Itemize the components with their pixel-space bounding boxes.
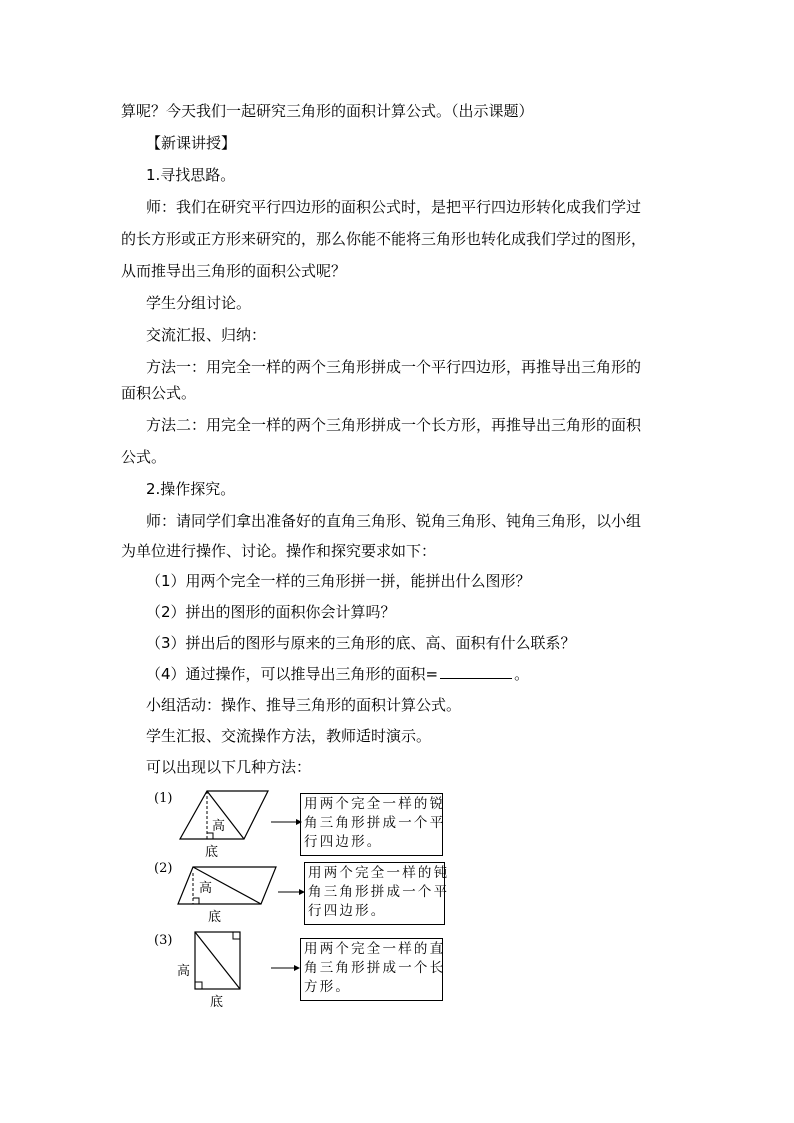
figure-3-right-angle-mark-bottom: [195, 982, 202, 989]
figure-2-text-line: 用两个完全一样的钝: [308, 865, 450, 881]
figure-1-height-label: 高: [212, 819, 226, 834]
question-text: （4）通过操作，可以推导出三角形的面积=: [146, 665, 439, 683]
paragraph: 从而推导出三角形的面积公式呢？: [121, 262, 347, 280]
step-heading: 1.寻找思路。: [146, 166, 236, 184]
figure-1-base-label: 底: [205, 845, 219, 860]
figure-1-text-line: 行四边形。: [304, 834, 383, 850]
question-item: （3）拼出后的图形与原来的三角形的底、高、面积有什么联系？: [146, 634, 576, 652]
figure-2-height-label: 高: [199, 881, 213, 896]
paragraph: 交流汇报、归纳：: [146, 326, 267, 344]
figure-1-number: (1): [154, 791, 173, 806]
figure-3-base-label: 底: [210, 995, 224, 1010]
paragraph: 算呢？今天我们一起研究三角形的面积计算公式。（出示课题）: [121, 102, 534, 120]
paragraph: 方法一：用完全一样的两个三角形拼成一个平行四边形，再推导出三角形的: [146, 358, 642, 376]
figure-3-right-angle-mark-top: [233, 932, 240, 939]
paragraph: 可以出现以下几种方法：: [146, 758, 312, 776]
paragraph: 学生汇报、交流操作方法，教师适时演示。: [146, 727, 432, 745]
figure-3-description-box: [300, 938, 446, 1001]
step-heading: 2.操作探究。: [146, 480, 236, 498]
question-item: （1）用两个完全一样的三角形拼一拼，能拼出什么图形？: [146, 572, 531, 590]
figure-2-base-label: 底: [208, 910, 222, 925]
paragraph: 为单位进行操作、讨论。操作和探究要求如下：: [121, 542, 437, 560]
paragraph: 师：我们在研究平行四边形的面积公式时，是把平行四边形转化成我们学过: [146, 198, 642, 216]
paragraph: 学生分组讨论。: [146, 294, 252, 312]
paragraph: 方法二：用完全一样的两个三角形拼成一个长方形，再推导出三角形的面积: [146, 416, 642, 434]
figure-1-text-line: 角三角形拼成一个平: [304, 815, 446, 831]
paragraph: 面积公式。: [121, 384, 197, 402]
figure-3-text-line: 方形。: [304, 979, 352, 995]
paragraph: 的长方形或正方形来研究的，那么你能不能将三角形也转化成我们学过的图形，: [121, 230, 647, 248]
figure-3-text-line: 角三角形拼成一个长: [304, 960, 446, 976]
figure-2-text-line: 行四边形。: [308, 903, 387, 919]
figure-3-text-line: 用两个完全一样的直: [304, 941, 446, 957]
question-item: （2）拼出的图形的面积你会计算吗？: [146, 603, 396, 621]
paragraph: 师：请同学们拿出准备好的直角三角形、锐角三角形、钝角三角形，以小组: [146, 512, 642, 530]
paragraph: 公式。: [121, 448, 167, 466]
figure-3-diagonal: [195, 932, 240, 989]
paragraph: 小组活动：操作、推导三角形的面积计算公式。: [146, 696, 462, 714]
figure-2-number: (2): [154, 861, 173, 876]
question-end: 。: [514, 665, 530, 683]
section-heading: 【新课讲授】: [146, 134, 237, 152]
figure-3-number: (3): [154, 933, 173, 948]
figure-3-height-label: 高: [177, 964, 191, 979]
figure-2-text-line: 角三角形拼成一个平: [308, 884, 450, 900]
figure-1-text-line: 用两个完全一样的锐: [304, 796, 446, 812]
